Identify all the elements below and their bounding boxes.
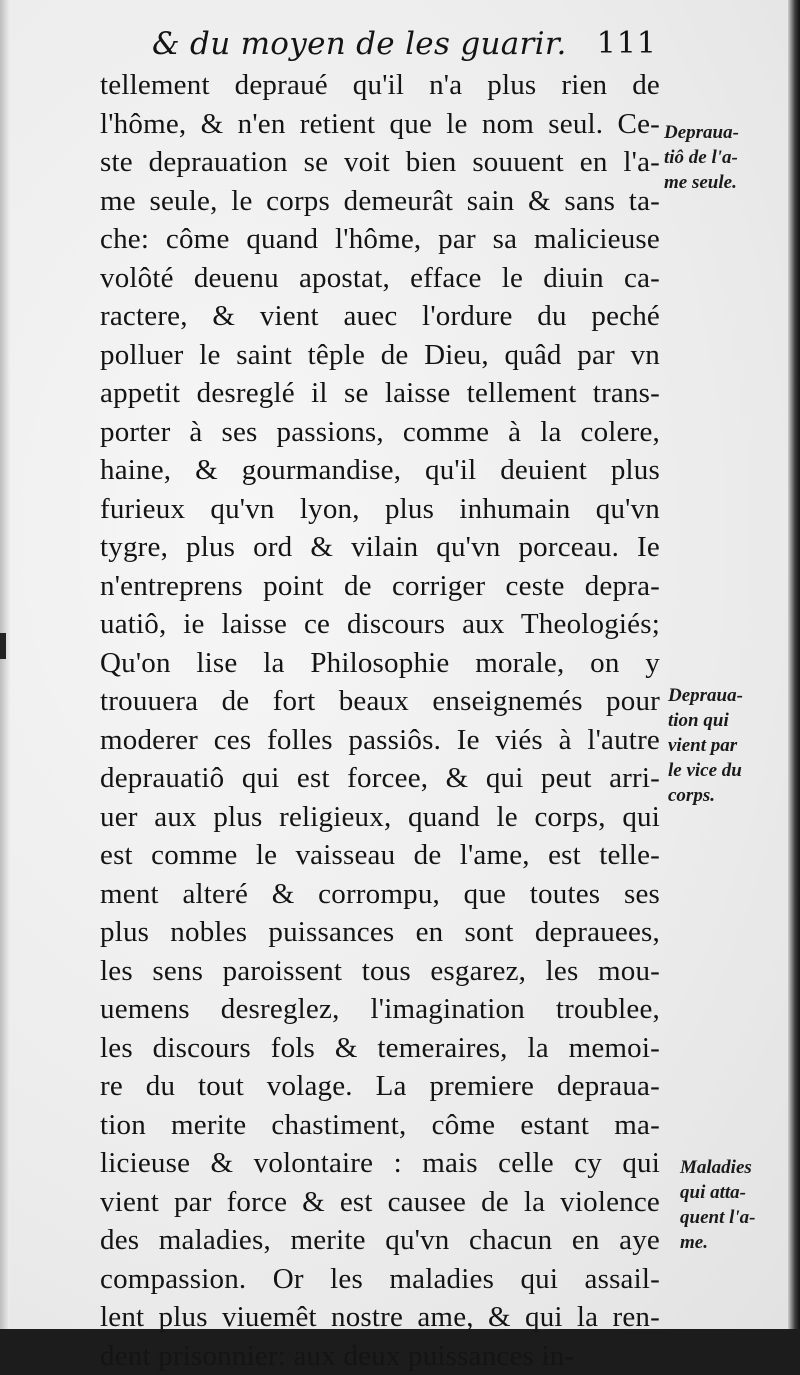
text-line: tygre, plus ord & vilain qu'vn porceau. Ie bbox=[100, 528, 660, 567]
text-line: moderer ces folles passiôs. Ie viés à l'autre bbox=[100, 721, 660, 760]
text-line: uatiô, ie laisse ce discours aux Theologiés; bbox=[100, 605, 660, 644]
margin-note-line: tiô de l'a- bbox=[664, 145, 784, 170]
text-line: me seule, le corps demeurât sain & sans ta- bbox=[100, 182, 660, 221]
text-line: n'entreprens point de corriger ceste depra- bbox=[100, 567, 660, 606]
margin-note-depravation-corps bbox=[668, 683, 784, 808]
page-header bbox=[152, 24, 657, 68]
text-line: appetit desreglé il se laisse tellement trans- bbox=[100, 374, 660, 413]
text-line: ste deprauation se voit bien souuent en l'a- bbox=[100, 143, 660, 182]
text-line: re du tout volage. La premiere deprauа- bbox=[100, 1067, 660, 1106]
text-line: lent plus viuemêt nostre ame, & qui la ren- bbox=[100, 1298, 660, 1337]
text-line: tion merite chastiment, côme estant ma- bbox=[100, 1106, 660, 1145]
margin-note-line: me seule. bbox=[664, 170, 784, 195]
text-line: haine, & gourmandise, qu'il deuient plus bbox=[100, 451, 660, 490]
margin-note-depravation-ame bbox=[664, 120, 784, 195]
text-line: volôté deuenu apostat, efface le diuin ca- bbox=[100, 259, 660, 298]
text-line: tellement depraué qu'il n'a plus rien de bbox=[100, 66, 660, 105]
page-left-edge bbox=[0, 0, 10, 1329]
margin-note-line: corps. bbox=[668, 783, 784, 808]
text-line: l'hôme, & n'en retient que le nom seul. Ce- bbox=[100, 105, 660, 144]
text-line: ractere, & vient auec l'ordure du peché bbox=[100, 297, 660, 336]
text-line: ment alteré & corrompu, que toutes ses bbox=[100, 875, 660, 914]
margin-note-line: me. bbox=[680, 1230, 784, 1255]
page-number: 111 bbox=[597, 26, 657, 61]
running-title: & du moyen de les guarir. bbox=[152, 26, 567, 62]
text-line: compassion. Or les maladies qui assail- bbox=[100, 1260, 660, 1299]
text-line: licieuse & volontaire : mais celle cy qui bbox=[100, 1144, 660, 1183]
margin-note-line: le vice du bbox=[668, 758, 784, 783]
text-line: les discours fols & temeraires, la memoi- bbox=[100, 1029, 660, 1068]
text-line: Qu'on lise la Philosophie morale, on y bbox=[100, 644, 660, 683]
margin-note-line: Maladies bbox=[680, 1155, 784, 1180]
text-line: porter à ses passions, comme à la colere, bbox=[100, 413, 660, 452]
text-line: les sens paroissent tous esgarez, les mou- bbox=[100, 952, 660, 991]
body-text bbox=[100, 66, 660, 1375]
margin-note-line: tion qui bbox=[668, 708, 784, 733]
text-line: dent prisonnier: aux deux puissances in- bbox=[100, 1337, 660, 1375]
page-right-edge bbox=[788, 0, 800, 1329]
text-line: furieux qu'vn lyon, plus inhumain qu'vn bbox=[100, 490, 660, 529]
text-line: polluer le saint têple de Dieu, quâd par vn bbox=[100, 336, 660, 375]
text-line: trouuera de fort beaux enseignemés pour bbox=[100, 682, 660, 721]
text-line: des maladies, merite qu'vn chacun en aye bbox=[100, 1221, 660, 1260]
text-line: vient par force & est causee de la violence bbox=[100, 1183, 660, 1222]
binding-mark bbox=[0, 633, 6, 659]
margin-note-line: qui atta- bbox=[680, 1180, 784, 1205]
margin-note-line: quent l'a- bbox=[680, 1205, 784, 1230]
margin-note-line: Deprauа- bbox=[664, 120, 784, 145]
margin-note-line: vient par bbox=[668, 733, 784, 758]
text-line: est comme le vaisseau de l'ame, est telle- bbox=[100, 836, 660, 875]
margin-note-line: Deprauа- bbox=[668, 683, 784, 708]
text-line: che: côme quand l'hôme, par sa malicieuse bbox=[100, 220, 660, 259]
margin-note-maladies bbox=[680, 1155, 784, 1255]
text-line: uemens desreglez, l'imagination troublee, bbox=[100, 990, 660, 1029]
text-line: plus nobles puissances en sont deprauees, bbox=[100, 913, 660, 952]
text-line: uer aux plus religieux, quand le corps, qui bbox=[100, 798, 660, 837]
text-line: deprauatiô qui est forcee, & qui peut arri- bbox=[100, 759, 660, 798]
